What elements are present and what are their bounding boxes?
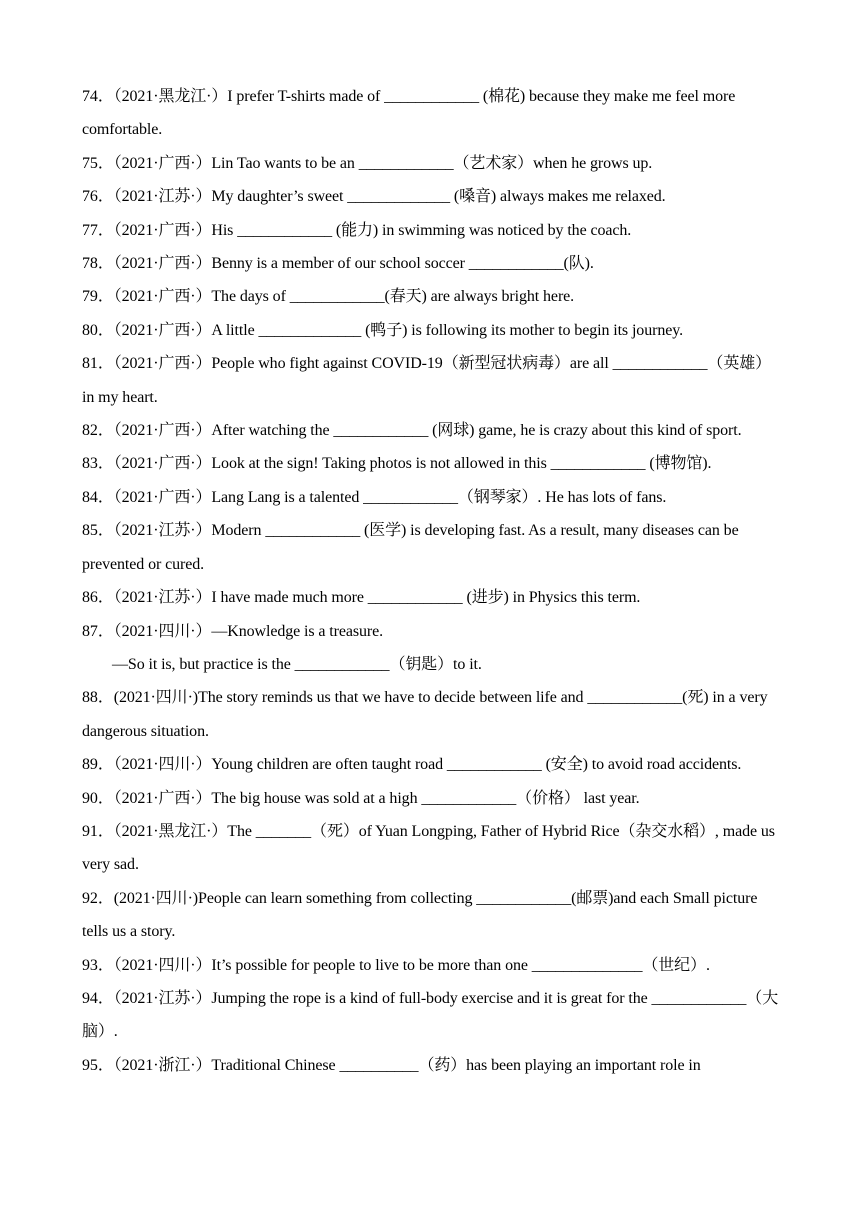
question-number: 92 [82,889,98,907]
question-text: ．（2021·广西·）Lin Tao wants to be an ____________（艺术家）when he grows up. [97,154,653,172]
question-text: ．（2021·江苏·）Jumping the rope is a kind of full-body exercise and it is great for the ____________（大脑）. [82,989,779,1041]
question-text: ．（2021·四川·）—Knowledge is a treasure. [97,622,384,640]
question-text: ．（2021·广西·）The big house was sold at a high ____________（价格） last year. [97,789,640,807]
question-text: ．（2021·四川·）It’s possible for people to live to be more than one ______________（世纪）. [97,956,710,974]
question-83 [82,447,782,480]
question-text: ．（2021·黑龙江·）I prefer T-shirts made of ____________ (棉花) because they make me feel more comfortable. [82,88,736,139]
question-number: 95 [82,1056,98,1074]
question-74 [82,80,782,147]
question-text: ．（2021·广西·）After watching the ____________ (网球) game, he is crazy about this kind of sport. [97,422,742,440]
question-number: 78 [82,255,98,273]
question-94 [82,982,782,1049]
question-number: 90 [82,789,98,807]
question-number: 81 [82,355,98,373]
question-95 [82,1049,782,1082]
question-text: ．（2021·黑龙江·）The _______（死）of Yuan Longping, Father of Hybrid Rice（杂交水稻）, made us very sad. [82,822,775,874]
question-89 [82,748,782,781]
question-number: 85 [82,522,98,540]
question-90 [82,782,782,815]
question-number: 93 [82,956,98,974]
question-text: ．（2021·广西·）The days of ____________(春天) are always bright here. [97,288,575,306]
question-text: ．（2021·广西·）Benny is a member of our school soccer ____________(队). [97,255,594,273]
question-list [82,80,782,1082]
question-75 [82,147,782,180]
question-text: ．(2021·四川·)People can learn something from collecting ____________(邮票)and each Small picture tells us a story. [82,889,758,941]
question-number: 77 [82,221,98,239]
question-text: ．（2021·广西·）His ____________ (能力) in swimming was noticed by the coach. [97,221,632,239]
question-number: 86 [82,589,98,607]
question-number: 84 [82,488,98,506]
question-text: ．（2021·广西·）Look at the sign! Taking photos is not allowed in this ____________ (博物馆). [97,455,712,473]
question-text: ．（2021·广西·）People who fight against COVID-19（新型冠状病毒）are all ____________（英雄）in my heart. [82,355,772,406]
question-text: ．（2021·广西·）A little _____________ (鸭子) is following its mother to begin its journey. [97,321,683,339]
question-91 [82,815,782,882]
question-77 [82,214,782,247]
question-82 [82,414,782,447]
question-number: 89 [82,756,98,774]
question-text: ．（2021·广西·）Lang Lang is a talented ____________（钢琴家）. He has lots of fans. [97,488,667,506]
question-text: ．(2021·四川·)The story reminds us that we have to decide between life and ____________(死) in a very dangerous situation. [82,689,768,740]
question-number: 91 [82,822,98,840]
question-81 [82,347,782,414]
question-text: ．（2021·江苏·）My daughter’s sweet _____________ (嗓音) always makes me relaxed. [97,188,666,206]
question-92 [82,882,782,949]
question-text: ．（2021·浙江·）Traditional Chinese __________（药）has been playing an important role in [97,1056,701,1074]
question-79 [82,280,782,313]
question-text: ．（2021·江苏·）I have made much more ____________ (进步) in Physics this term. [97,589,641,607]
question-number: 83 [82,455,98,473]
question-text: ．（2021·江苏·）Modern ____________ (医学) is developing fast. As a result, many diseases can be prevented or cured. [82,522,739,573]
question-number: 82 [82,422,98,440]
question-78 [82,247,782,280]
question-number: 74 [82,88,98,105]
question-text: ．（2021·四川·）Young children are often taught road ____________ (安全) to avoid road accidents. [97,756,742,774]
question-87 [82,615,782,648]
question-number: 80 [82,321,98,339]
question-88 [82,681,782,748]
question-number: 94 [82,989,98,1007]
question-86 [82,581,782,614]
question-80 [82,314,782,347]
question-number: 75 [82,154,98,172]
question-number: 88 [82,689,98,707]
question-76 [82,180,782,213]
question-number: 76 [82,188,98,206]
question-93 [82,949,782,982]
question-84 [82,481,782,514]
question-number: 87 [82,622,98,640]
question-85 [82,514,782,581]
question-87-reply: —So it is, but practice is the ____________（钥匙）to it. [112,655,482,673]
question-number: 79 [82,288,98,306]
